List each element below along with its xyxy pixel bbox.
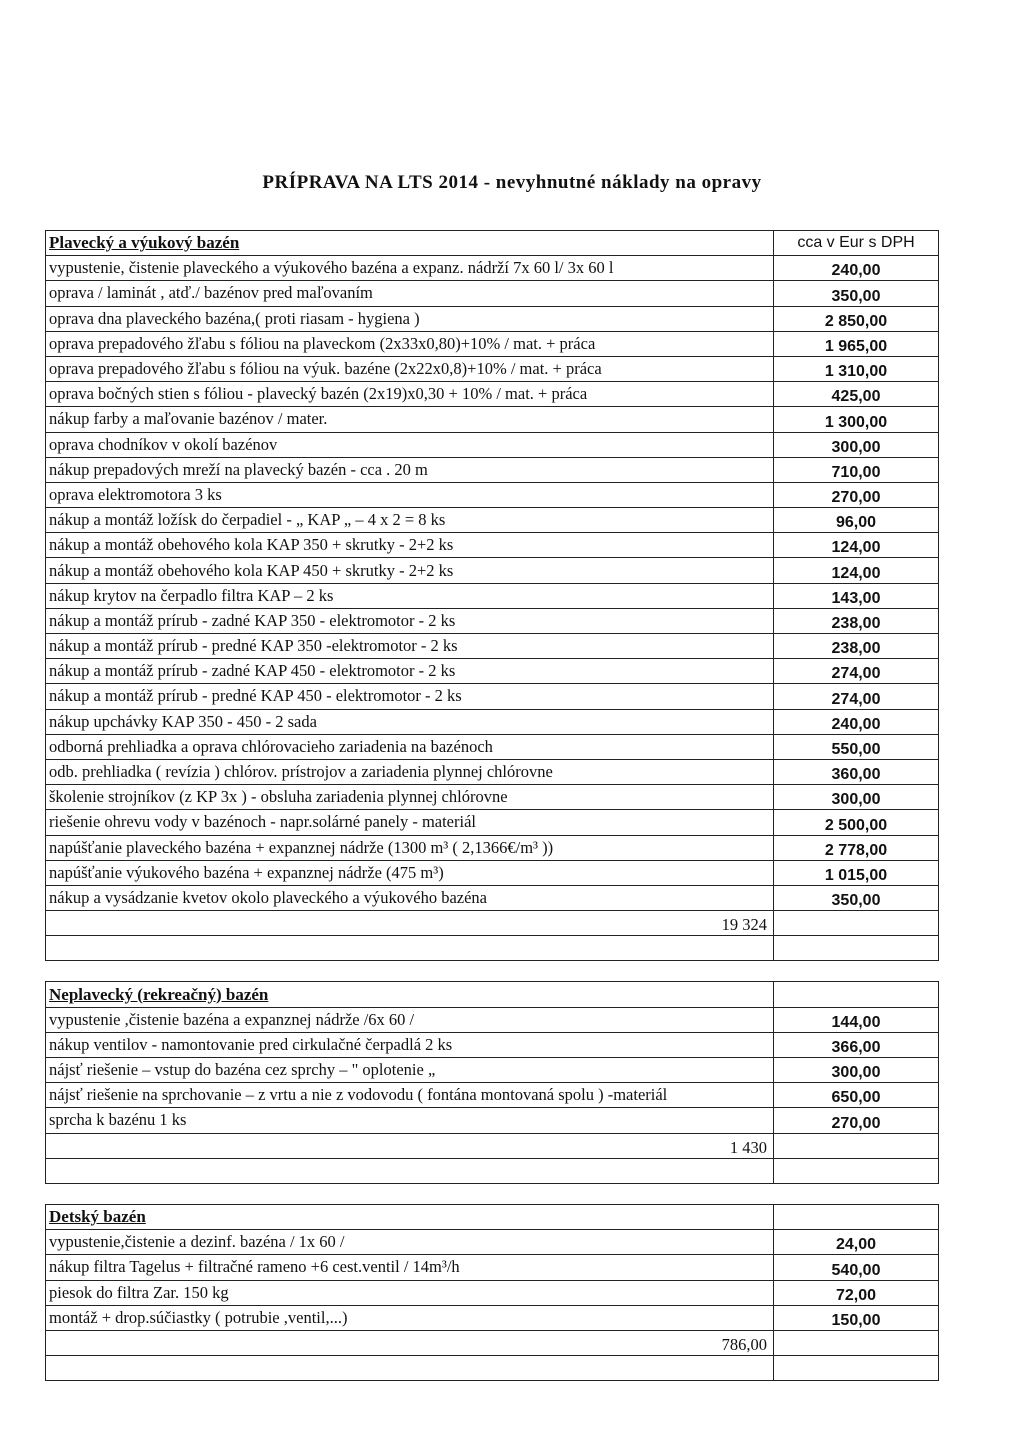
item-description: školenie strojníkov (z KP 3x ) - obsluha zariadenia plynnej chlórovne <box>46 785 774 810</box>
item-description: nákup a montáž obehového kola KAP 450 + skrutky - 2+2 ks <box>46 558 774 583</box>
item-description: oprava bočných stien s fóliou - plavecký bazén (2x19)x0,30 + 10% / mat. + práca <box>46 382 774 407</box>
item-amount: 1 015,00 <box>774 860 939 885</box>
item-amount: 2 850,00 <box>774 306 939 331</box>
amount-column-header: cca v Eur s DPH <box>774 231 939 256</box>
table-row <box>46 634 939 659</box>
item-amount: 550,00 <box>774 734 939 759</box>
item-amount: 240,00 <box>774 709 939 734</box>
empty-cell <box>774 936 939 961</box>
table-row <box>46 356 939 381</box>
item-amount: 2 778,00 <box>774 835 939 860</box>
item-description: nákup a montáž prírub - predné KAP 350 -elektromotor - 2 ks <box>46 634 774 659</box>
item-amount: 240,00 <box>774 256 939 281</box>
item-description: odb. prehliadka ( revízia ) chlórov. prístrojov a zariadenia plynnej chlórovne <box>46 759 774 784</box>
item-amount: 1 310,00 <box>774 356 939 381</box>
item-amount: 72,00 <box>774 1280 939 1305</box>
item-amount: 300,00 <box>774 432 939 457</box>
item-description: oprava / laminát , atď./ bazénov pred maľovaním <box>46 281 774 306</box>
empty-cell <box>46 1356 774 1381</box>
table-row <box>46 1255 939 1280</box>
item-description: oprava prepadového žľabu s fóliou na plaveckom (2x33x0,80)+10% / mat. + práca <box>46 331 774 356</box>
item-description: nákup filtra Tagelus + filtračné rameno +6 cest.ventil / 14m³/h <box>46 1255 774 1280</box>
item-amount: 540,00 <box>774 1255 939 1280</box>
item-amount: 143,00 <box>774 583 939 608</box>
item-amount: 274,00 <box>774 659 939 684</box>
section-heading: Plavecký a výukový bazén <box>46 231 774 256</box>
table-row <box>46 508 939 533</box>
cost-table <box>45 230 939 1381</box>
amount-column-header <box>774 982 939 1007</box>
table-row <box>46 331 939 356</box>
table-row <box>46 482 939 507</box>
item-amount: 650,00 <box>774 1083 939 1108</box>
table-row <box>46 1007 939 1032</box>
item-description: vypustenie, čistenie plaveckého a výukového bazéna a expanz. nádrží 7x 60 l/ 3x 60 l <box>46 256 774 281</box>
empty-row <box>46 1158 939 1183</box>
table-row <box>46 457 939 482</box>
table-row <box>46 382 939 407</box>
table-row <box>46 1230 939 1255</box>
item-description: nákup a montáž prírub - predné KAP 450 - elektromotor - 2 ks <box>46 684 774 709</box>
item-description: nákup a vysádzanie kvetov okolo plaveckého a výukového bazéna <box>46 885 774 910</box>
section-header-row <box>46 1204 939 1229</box>
item-description: oprava chodníkov v okolí bazénov <box>46 432 774 457</box>
item-amount: 270,00 <box>774 482 939 507</box>
table-row <box>46 860 939 885</box>
empty-row <box>46 1356 939 1381</box>
table-row <box>46 885 939 910</box>
table-row <box>46 835 939 860</box>
table-row <box>46 583 939 608</box>
table-row <box>46 281 939 306</box>
gap-cell <box>774 961 939 982</box>
table-row <box>46 432 939 457</box>
empty-cell <box>46 936 774 961</box>
section-heading: Neplavecký (rekreačný) bazén <box>46 982 774 1007</box>
subtotal-row <box>46 1330 939 1355</box>
item-description: montáž + drop.súčiastky ( potrubie ,ventil,...) <box>46 1305 774 1330</box>
table-row <box>46 684 939 709</box>
section-subtotal: 1 430 <box>46 1133 774 1158</box>
item-amount: 1 300,00 <box>774 407 939 432</box>
table-row <box>46 407 939 432</box>
item-description: oprava elektromotora 3 ks <box>46 482 774 507</box>
item-amount: 710,00 <box>774 457 939 482</box>
table-row <box>46 759 939 784</box>
empty-cell <box>774 1158 939 1183</box>
item-description: nákup a montáž prírub - zadné KAP 450 - elektromotor - 2 ks <box>46 659 774 684</box>
subtotal-row <box>46 911 939 936</box>
subtotal-amount-cell <box>774 1133 939 1158</box>
item-description: oprava prepadového žľabu s fóliou na výuk. bazéne (2x22x0,8)+10% / mat. + práca <box>46 356 774 381</box>
item-amount: 150,00 <box>774 1305 939 1330</box>
item-description: nájsť riešenie – vstup do bazéna cez sprchy – " oplotenie „ <box>46 1058 774 1083</box>
empty-cell <box>774 1356 939 1381</box>
item-description: odborná prehliadka a oprava chlórovacieho zariadenia na bazénoch <box>46 734 774 759</box>
item-amount: 300,00 <box>774 1058 939 1083</box>
table-row <box>46 608 939 633</box>
item-description: nákup upchávky KAP 350 - 450 - 2 sada <box>46 709 774 734</box>
item-amount: 96,00 <box>774 508 939 533</box>
section-subtotal: 19 324 <box>46 911 774 936</box>
item-amount: 124,00 <box>774 533 939 558</box>
section-header-row <box>46 982 939 1007</box>
table-row <box>46 659 939 684</box>
table-row <box>46 306 939 331</box>
table-row <box>46 256 939 281</box>
item-description: sprcha k bazénu 1 ks <box>46 1108 774 1133</box>
item-amount: 1 965,00 <box>774 331 939 356</box>
item-description: piesok do filtra Zar. 150 kg <box>46 1280 774 1305</box>
item-amount: 238,00 <box>774 634 939 659</box>
item-description: napúšťanie plaveckého bazéna + expanznej nádrže (1300 m³ ( 2,1366€/m³ )) <box>46 835 774 860</box>
gap-cell <box>774 1183 939 1204</box>
gap-cell <box>46 961 774 982</box>
table-row <box>46 709 939 734</box>
table-row <box>46 1058 939 1083</box>
item-description: nákup a montáž ložísk do čerpadiel - „ KAP „ – 4 x 2 = 8 ks <box>46 508 774 533</box>
subtotal-row <box>46 1133 939 1158</box>
table-row <box>46 810 939 835</box>
section-header-row <box>46 231 939 256</box>
item-amount: 274,00 <box>774 684 939 709</box>
item-description: oprava dna plaveckého bazéna,( proti riasam - hygiena ) <box>46 306 774 331</box>
item-amount: 350,00 <box>774 885 939 910</box>
item-description: vypustenie ,čistenie bazéna a expanznej nádrže /6x 60 / <box>46 1007 774 1032</box>
item-amount: 360,00 <box>774 759 939 784</box>
item-description: vypustenie,čistenie a dezinf. bazéna / 1x 60 / <box>46 1230 774 1255</box>
item-description: napúšťanie výukového bazéna + expanznej nádrže (475 m³) <box>46 860 774 885</box>
table-row <box>46 1083 939 1108</box>
table-row <box>46 1108 939 1133</box>
item-amount: 238,00 <box>774 608 939 633</box>
item-description: riešenie ohrevu vody v bazénoch - napr.solárné panely - materiál <box>46 810 774 835</box>
table-row <box>46 558 939 583</box>
table-row <box>46 1280 939 1305</box>
table-row <box>46 734 939 759</box>
item-amount: 350,00 <box>774 281 939 306</box>
item-description: nákup prepadových mreží na plavecký bazén - cca . 20 m <box>46 457 774 482</box>
item-amount: 270,00 <box>774 1108 939 1133</box>
item-amount: 366,00 <box>774 1032 939 1057</box>
section-subtotal: 786,00 <box>46 1330 774 1355</box>
section-gap <box>46 961 939 982</box>
item-description: nájsť riešenie na sprchovanie – z vrtu a nie z vodovodu ( fontána montovaná spolu ) -materiál <box>46 1083 774 1108</box>
page-title: PRÍPRAVA NA LTS 2014 - nevyhnutné náklady na opravy <box>262 172 762 193</box>
section-heading: Detský bazén <box>46 1204 774 1229</box>
item-description: nákup farby a maľovanie bazénov / mater. <box>46 407 774 432</box>
gap-cell <box>46 1183 774 1204</box>
amount-column-header <box>774 1204 939 1229</box>
item-amount: 24,00 <box>774 1230 939 1255</box>
item-amount: 2 500,00 <box>774 810 939 835</box>
item-amount: 425,00 <box>774 382 939 407</box>
empty-row <box>46 936 939 961</box>
table-row <box>46 1305 939 1330</box>
subtotal-amount-cell <box>774 911 939 936</box>
table-row <box>46 1032 939 1057</box>
item-description: nákup a montáž obehového kola KAP 350 + skrutky - 2+2 ks <box>46 533 774 558</box>
item-description: nákup krytov na čerpadlo filtra KAP – 2 ks <box>46 583 774 608</box>
item-amount: 124,00 <box>774 558 939 583</box>
section-gap <box>46 1183 939 1204</box>
table-row <box>46 533 939 558</box>
table-row <box>46 785 939 810</box>
item-description: nákup a montáž prírub - zadné KAP 350 - elektromotor - 2 ks <box>46 608 774 633</box>
item-amount: 144,00 <box>774 1007 939 1032</box>
item-amount: 300,00 <box>774 785 939 810</box>
empty-cell <box>46 1158 774 1183</box>
subtotal-amount-cell <box>774 1330 939 1355</box>
item-description: nákup ventilov - namontovanie pred cirkulačné čerpadlá 2 ks <box>46 1032 774 1057</box>
